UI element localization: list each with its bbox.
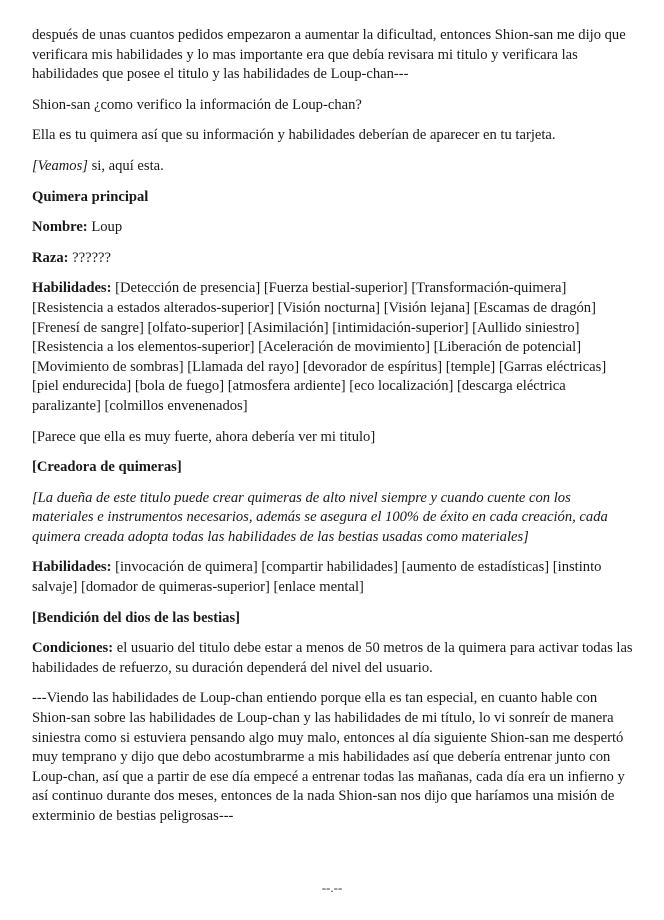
conditions-line — [32, 639, 636, 678]
paragraph-veamos — [32, 157, 636, 177]
creator-skills-line — [32, 558, 636, 597]
paragraph-closing: ---Viendo las habilidades de Loup-chan entiendo porque ella es tan especial, en cuanto hable con Shion-san sobre las habilidades de Loup-chan y las habilidades de mi título, lo vi sonreír de manera siniestra como si estuviera pensando algo muy malo, entonces al día siguiente Shion-san me despertó muy temprano y dijo que debo acostumbrarme a mis habilidades así que debería entrenar junto con Loup-chan, así que a partir de ese día empecé a entrenar todas las mañanas, cada día era un infierno y así continuo durante dos meses, entonces de la nada Shion-san nos dijo que haríamos una misión de exterminio de bestias peligrosas--- — [32, 690, 625, 824]
heading-chimera-creator: [Creadora de quimeras] — [32, 459, 182, 476]
race-line — [32, 249, 636, 269]
veamos-rest: si, aquí esta. — [87, 157, 164, 174]
skills-label: Habilidades: — [32, 280, 112, 297]
page-marker: --.-- — [321, 880, 343, 895]
race-value: ?????? — [68, 249, 111, 266]
heading-main-chimera: Quimera principal — [32, 188, 149, 205]
conditions-label: Condiciones: — [32, 640, 114, 657]
skills-value: [Detección de presencia] [Fuerza bestial-superior] [Transformación-quimera] [Resistencia a estados alterados-superior] [Visión nocturna] [Visión lejana] [Escamas de dragón] [Frenesí de sangre] [olfato-superior] [Asimilación] [intimidación-superior] [Aullido siniestro] [Resistencia a los elementos-superior] [Aceleración de movimiento] [Liberación de potencial] [Movimiento de sombras] [Llamada del rayo] [devorador de espíritus] [temple] [Garras eléctricas] [piel endurecida] [bola de fuego] [atmosfera ardiente] [eco localización] [descarga eléctrica paralizante] [colmillos envenenados] — [32, 280, 607, 414]
paragraph-answer: Ella es tu quimera así que su información y habilidades deberían de aparecer en tu tarjeta. — [32, 127, 556, 144]
name-value: Loup — [87, 219, 123, 236]
race-label: Raza: — [32, 249, 69, 266]
name-label: Nombre: — [32, 219, 88, 236]
name-line — [32, 218, 636, 238]
skills-line — [32, 279, 636, 416]
paragraph-question: Shion-san ¿como verifico la información de Loup-chan? — [32, 96, 362, 113]
creator-description: [La dueña de este titulo puede crear quimeras de alto nivel siempre y cuando cuente con los materiales e instrumentos necesarios, además se asegura el 100% de éxito en cada creación, cada quimera creada adopta todas las habilidades de las bestias usadas como materiales] — [32, 489, 608, 545]
paragraph-intro: después de unas cuantos pedidos empezaron a aumentar la dificultad, entonces Shion-san me dijo que verificara mis habilidades y lo mas importante era que debía revisara mi titulo y verificara las habilidades que posee el titulo y las habilidades de Loup-chan--- — [32, 27, 626, 83]
conditions-value: el usuario del titulo debe estar a menos de 50 metros de la quimera para activar todas las habilidades de refuerzo, su duración dependerá del nivel del usuario. — [32, 640, 633, 676]
heading-beast-god-blessing: [Bendición del dios de las bestias] — [32, 609, 240, 626]
creator-skills-label: Habilidades: — [32, 559, 112, 576]
creator-skills-value: [invocación de quimera] [compartir habilidades] [aumento de estadísticas] [instinto salvaje] [domador de quimeras-superior] [enlace mental] — [32, 559, 602, 596]
veamos-thought: [Veamos] — [32, 157, 88, 174]
paragraph-strong: [Parece que ella es muy fuerte, ahora debería ver mi titulo] — [32, 428, 376, 445]
